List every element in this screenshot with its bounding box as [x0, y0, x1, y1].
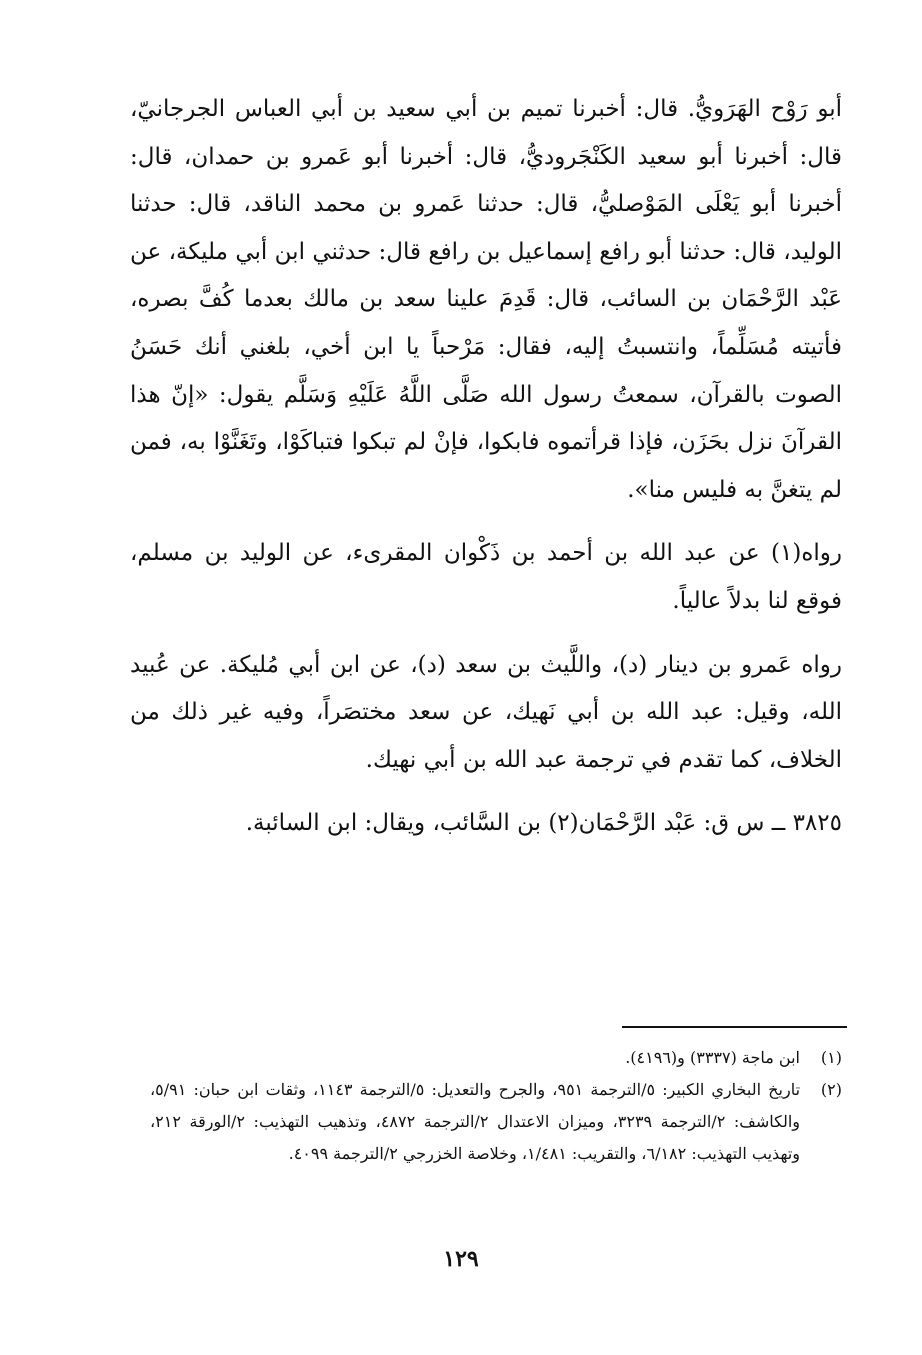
footnote-text: تاريخ البخاري الكبير: ٥/الترجمة ٩٥١، والجرح والتعديل: ٥/الترجمة ١١٤٣، وثقات ابن حبان: ٥/٩١، والكاشف: ٢/الترجمة ٣٢٣٩، وميزان الاعتدال ٢/الترجمة ٤٨٧٢، وتذهيب التهذيب: ٢/الورقة ٢١٢، وتهذيب التهذيب: ٦/١٨٢، والتقريب: ١/٤٨١، وخلاصة الخزرجي ٢/الترجمة ٤٠٩٩. [150, 1080, 801, 1163]
main-text [130, 86, 842, 848]
footnote-separator [622, 1026, 847, 1028]
footnotes [150, 1042, 842, 1170]
footnote-1 [150, 1042, 842, 1074]
footnote-number: (١) [820, 1048, 842, 1067]
paragraph-other-narrations: رواه عَمرو بن دينار (د)، واللَّيث بن سعد (د)، عن ابن أبي مُليكة. عن عُبيد الله، وقيل: عبد الله بن أبي نَهيك، عن سعد مختصَراً، وفيه غير ذلك من الخلاف، كما تقدم في ترجمة عبد الله بن أبي نهيك. [130, 651, 842, 773]
footnote-text: ابن ماجة (٣٣٣٧) و(٤١٩٦). [625, 1048, 800, 1067]
footnote-number: (٢) [820, 1080, 842, 1099]
page-number: ١٢٩ [443, 1246, 479, 1272]
paragraph-narration: رواه(١) عن عبد الله بن أحمد بن ذَكْوان المقرىء، عن الوليد بن مسلم، فوقع لنا بدلاً عالياً. [130, 540, 842, 614]
paragraph-biography-entry: ٣٨٢٥ ــ س ق: عَبْد الرَّحْمَان(٢) بن السَّائب، ويقال: ابن السائبة. [245, 810, 842, 837]
paragraph-hadith: أبو رَوْح الهَرَويُّ. قال: أخبرنا تميم بن أبي سعيد بن أبي العباس الجرجانيّ، قال: أخبرنا أبو سعيد الكَنْجَروديُّ، قال: أخبرنا أبو عَمرو بن حمدان، قال: أخبرنا أبو يَعْلَى المَوْصليُّ، قال: حدثنا عَمرو بن محمد الناقد، قال: حدثنا الوليد، قال: حدثنا أبو رافع إسماعيل بن رافع قال: حدثني ابن أبي مليكة، عن عَبْد الرَّحْمَان بن السائب، قال: قَدِمَ علينا سعد بن مالك بعدما كُفَّ بصره، فأتيته مُسَلِّماً، وانتسبتُ إليه، فقال: مَرْحباً يا ابن أخي، بلغني أنك حَسَنُ الصوت بالقرآن، سمعتُ رسول الله صَلَّى اللَّهُ عَلَيْهِ وَسَلَّم يقول: «إنّ هذا القرآنَ نزل بحَزَن، فإذا قرأتموه فابكوا، فإنْ لم تبكوا فتباكَوْا، وتَغَنَّوْا به، فمن لم يتغنَّ به فليس منا». [130, 96, 842, 503]
footnote-2 [150, 1074, 842, 1170]
